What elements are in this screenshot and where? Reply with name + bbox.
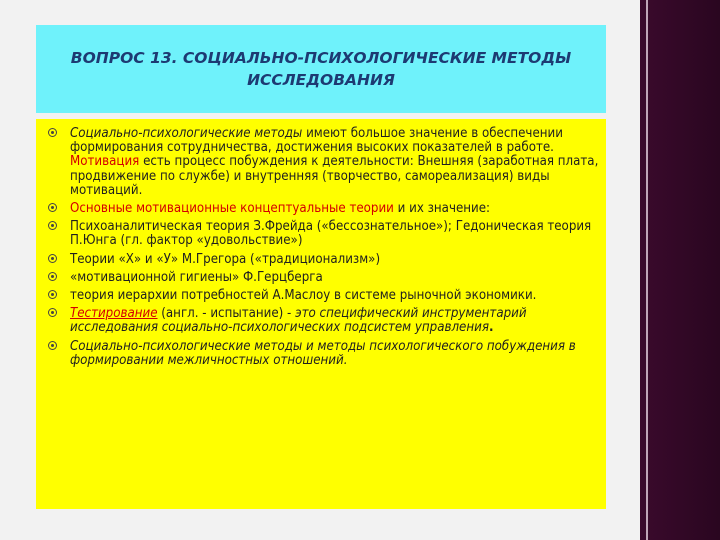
text-segment: и их значение: — [393, 201, 491, 217]
text-segment: Внешняя (заработная плата, продвижение по службе) и внутренняя — [70, 154, 599, 184]
bullet-item-maslow — [48, 289, 600, 303]
slide-title-box — [36, 25, 606, 113]
term-motivation: Мотивация — [70, 154, 140, 170]
circle-dot-bullet-icon — [48, 272, 57, 281]
text-segment: имеют большое значение в обеспечении формирования сотрудничества, достижения высоких показателей в работе. — [70, 126, 563, 156]
circle-dot-bullet-icon — [48, 221, 57, 230]
text-segment: Теории «Х» и «У» М.Грегора («традиционализм») — [70, 251, 381, 267]
text-segment-italic: это специфический инструментарий исследования социально-психологических подсистем управления — [70, 306, 527, 336]
bullet-item-testing — [48, 307, 600, 335]
side-panel-divider — [646, 0, 648, 540]
bullet-item-herzberg — [48, 271, 600, 285]
circle-dot-bullet-icon — [48, 308, 57, 317]
slide-title-line-2: ИССЛЕДОВАНИЯ — [247, 71, 395, 89]
text-segment: (творчество, самореализация) виды мотиваций. — [70, 168, 550, 198]
bullet-item-methods — [48, 127, 600, 198]
side-panel — [640, 0, 720, 540]
text-segment: «мотивационной гигиены» Ф.Герцберга — [70, 269, 323, 285]
text-segment: (англ. - испытание) - — [157, 306, 296, 322]
bullet-list — [48, 127, 600, 372]
bullet-item-theories — [48, 202, 600, 216]
bullet-item-gregor — [48, 253, 600, 267]
text-segment: Психоаналитическая теория З.Фрейда («бессознательное»); Гедоническая теория П.Юнга (гл. фактор «удовольствие») — [70, 219, 592, 249]
circle-dot-bullet-icon — [48, 290, 57, 299]
slide-content-box — [36, 119, 606, 509]
text-segment-italic: Социально-психологические методы и методы психологического побуждения в формировании межличностных отношений. — [70, 338, 576, 368]
circle-dot-bullet-icon — [48, 254, 57, 263]
slide-title-line-1: ВОПРОС 13. СОЦИАЛЬНО-ПСИХОЛОГИЧЕСКИЕ МЕТОДЫ — [70, 49, 572, 67]
text-segment: . — [488, 320, 494, 336]
circle-dot-bullet-icon — [48, 341, 57, 350]
bullet-item-interpersonal — [48, 340, 600, 368]
text-segment: теория иерархии потребностей А.Маслоу в системе рыночной экономики. — [70, 288, 537, 304]
circle-dot-bullet-icon — [48, 203, 57, 212]
term-testing: Тестирование — [70, 306, 158, 322]
term-motivation-theories: Основные мотивационные концептуальные теории — [70, 201, 394, 217]
term-social-psych-methods: Социально-психологические методы — [70, 126, 303, 141]
text-segment: есть процесс побуждения к деятельности: — [139, 154, 418, 170]
circle-dot-bullet-icon — [48, 128, 57, 137]
bullet-item-freud-jung — [48, 220, 600, 248]
